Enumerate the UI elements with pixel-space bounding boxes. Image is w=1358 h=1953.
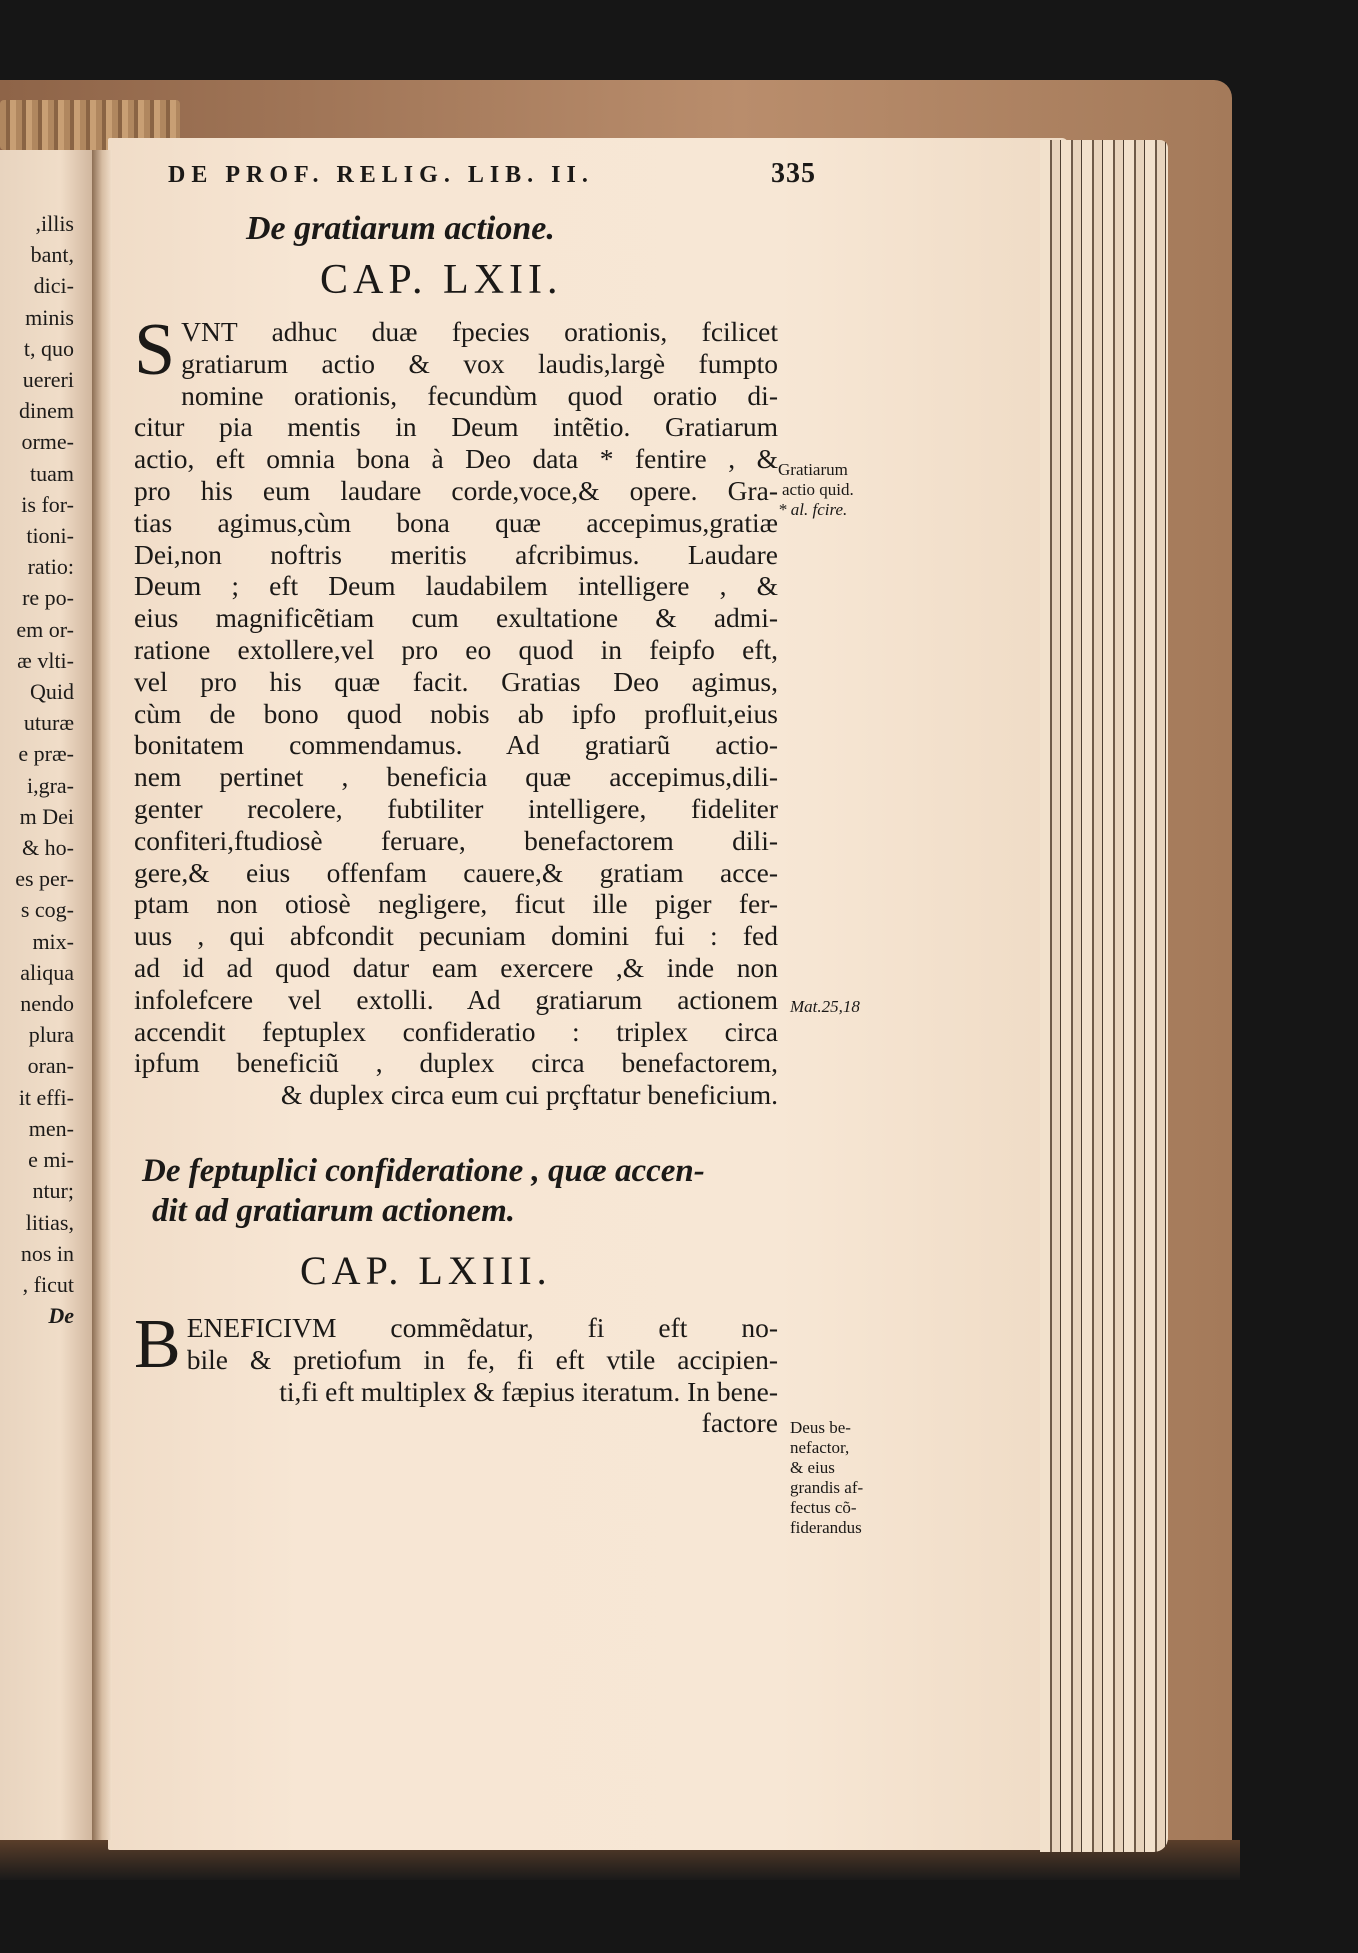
- text-line: infolefcere vel extolli. Ad gratiarum actionem: [134, 983, 778, 1015]
- text-line: ipfum beneficiũ , duplex circa benefactorem,: [134, 1047, 778, 1079]
- text-line: ti,fi eft multiplex & fæpius iteratum. In bene-: [279, 1375, 778, 1407]
- text-line: eius magnificẽtiam cum exultatione & admi-: [134, 602, 778, 634]
- left-page-fragment: i,gra-: [26, 772, 74, 798]
- text-line: citur pia mentis in Deum intẽtio. Gratiarum: [134, 411, 778, 443]
- text-line: vel pro his quæ facit. Gratias Deo agimus,: [134, 665, 778, 697]
- chapter2-title-line2: dit ad gratiarum actionem.: [152, 1192, 516, 1229]
- left-page-fragment: plura: [28, 1022, 74, 1048]
- drop-cap: S: [134, 309, 176, 391]
- chapter2-title: [142, 1151, 778, 1231]
- margin-note-line: nefactor,: [790, 1438, 850, 1457]
- left-page-fragment: t, quo: [23, 335, 74, 361]
- left-page-fragments: [0, 208, 74, 1331]
- text-line: accendit feptuplex confideratio : triplex circa: [134, 1015, 778, 1047]
- left-page-fragment: tuam: [30, 460, 74, 486]
- text-line: confiteri,ftudiosè feruare, benefactorem dili-: [134, 824, 778, 856]
- text-line: cùm de bono quod nobis ab ipfo profluit,eius: [134, 697, 778, 729]
- margin-note-line: & eius: [790, 1458, 835, 1477]
- page-edges: [1040, 140, 1168, 1852]
- left-page-fragment: is for-: [21, 491, 74, 517]
- left-page-fragment: re po-: [22, 585, 74, 611]
- text-line: bonitatem commendamus. Ad gratiarũ actio-: [134, 729, 778, 761]
- text-line: bile & pretiofum in fe, fi eft vtile accipien-: [186, 1343, 778, 1375]
- left-page-fragment: dinem: [19, 398, 74, 424]
- text-line: ptam non otiosè negligere, ficut ille piger fer-: [134, 888, 778, 920]
- margin-note-matthew: Mat.25,18: [790, 997, 860, 1016]
- text-line: uus , qui abfcondit pecuniam domini fui : fed: [134, 920, 778, 952]
- text-line: Dei,non noftris meritis afcribimus. Laudare: [134, 538, 778, 570]
- chapter2-body: [134, 1305, 778, 1407]
- left-page-fragment: , ficut: [22, 1271, 74, 1297]
- left-page-fragment: orme-: [21, 429, 74, 455]
- margin-note-line: * al. fcire.: [778, 500, 848, 519]
- left-page-fragment: es per-: [15, 866, 74, 892]
- text-line: gere,& eius offenfam cauere,& gratiam acce-: [134, 856, 778, 888]
- text-line: ratione extollere,vel pro eo quod in feipfo eft,: [134, 633, 778, 665]
- text-line: nomine orationis, fecundùm quod oratio di-: [181, 379, 778, 411]
- left-page-fragment: em or-: [16, 616, 74, 642]
- left-page-fragment: mix-: [32, 928, 74, 954]
- catchword: factore: [701, 1407, 778, 1439]
- left-page-fragment: ,illis: [35, 211, 74, 236]
- margin-note-deus: [790, 1418, 863, 1538]
- running-head-title: DE PROF. RELIG. LIB. II.: [168, 162, 594, 188]
- text-line: VNT adhuc duæ fpecies orationis, fcilicet: [181, 316, 778, 347]
- margin-note-line: Gratiarum: [778, 460, 848, 479]
- left-page-fragment: nendo: [20, 991, 74, 1017]
- margin-note-gratiarum: [778, 460, 854, 520]
- text-line: tias agimus,cùm bona quæ accepimus,gratiæ: [134, 506, 778, 538]
- left-page-fragment: uereri: [22, 367, 74, 393]
- left-page-fragment: e præ-: [18, 741, 74, 767]
- running-head: [168, 158, 816, 190]
- drop-cap-2: B: [134, 1305, 181, 1383]
- text-line: genter recolere, fubtiliter intelligere, fideliter: [134, 792, 778, 824]
- page-number: 335: [771, 158, 816, 189]
- chapter-number: CAP. LXII.: [320, 257, 563, 303]
- left-page-fragment: minis: [25, 304, 74, 330]
- left-page-fragment: De: [48, 1303, 74, 1329]
- margin-note-line: Deus be-: [790, 1418, 851, 1437]
- chapter-title: De gratiarum actione.: [246, 210, 555, 247]
- margin-note-line: fiderandus: [790, 1518, 862, 1537]
- left-page-fragment: æ vlti-: [17, 647, 74, 673]
- left-page-fragment: ratio:: [27, 554, 74, 580]
- text-line: gratiarum actio & vox laudis,largè fumpto: [181, 347, 778, 379]
- text-line: nem pertinet , beneficia quæ accepimus,dili-: [134, 761, 778, 793]
- chapter-body: [134, 309, 778, 1111]
- left-page-fragment: litias,: [25, 1209, 74, 1235]
- left-page-fragment: ntur;: [32, 1178, 74, 1204]
- left-page-fragment: nos in: [20, 1240, 74, 1266]
- left-page-fragment: & ho-: [22, 835, 74, 861]
- chapter2-number: CAP. LXIII.: [300, 1247, 552, 1293]
- gutter: [92, 150, 112, 1840]
- left-page-fragment: uturæ: [23, 710, 74, 736]
- text-line: & duplex circa eum cui prçftatur beneficium.: [280, 1079, 778, 1111]
- left-page-fragment: tioni-: [26, 523, 74, 549]
- left-page-fragment: dici-: [33, 273, 74, 299]
- text-line: ad id ad quod datur eam exercere ,& inde non: [134, 951, 778, 983]
- text-line: ENEFICIVM commẽdatur, fi eft no-: [186, 1311, 778, 1343]
- left-page-fragment: m Dei: [19, 803, 74, 829]
- left-page-fragment: e mi-: [28, 1147, 74, 1173]
- left-page-fragment: bant,: [30, 242, 74, 268]
- margin-note-line: actio quid.: [782, 480, 854, 499]
- text-line: Deum ; eft Deum laudabilem intelligere , &: [134, 570, 778, 602]
- left-page-fragment: it effi-: [18, 1084, 74, 1110]
- left-page-fragment: Quid: [30, 679, 74, 705]
- text-line: actio, eft omnia bona à Deo data * fentire , &: [134, 443, 778, 475]
- left-page-fragment: men-: [28, 1115, 74, 1141]
- text-line: pro his eum laudare corde,voce,& opere. Gra-: [134, 474, 778, 506]
- left-page-fragment: s cog-: [20, 897, 74, 923]
- chapter2-title-line1: De feptuplici confideratione , quæ accen-: [142, 1152, 705, 1189]
- margin-note-line: grandis af-: [790, 1478, 864, 1497]
- left-page-fragment: aliqua: [20, 959, 74, 985]
- margin-note-line: fectus cõ-: [790, 1498, 857, 1517]
- left-page-fragment: oran-: [27, 1053, 74, 1079]
